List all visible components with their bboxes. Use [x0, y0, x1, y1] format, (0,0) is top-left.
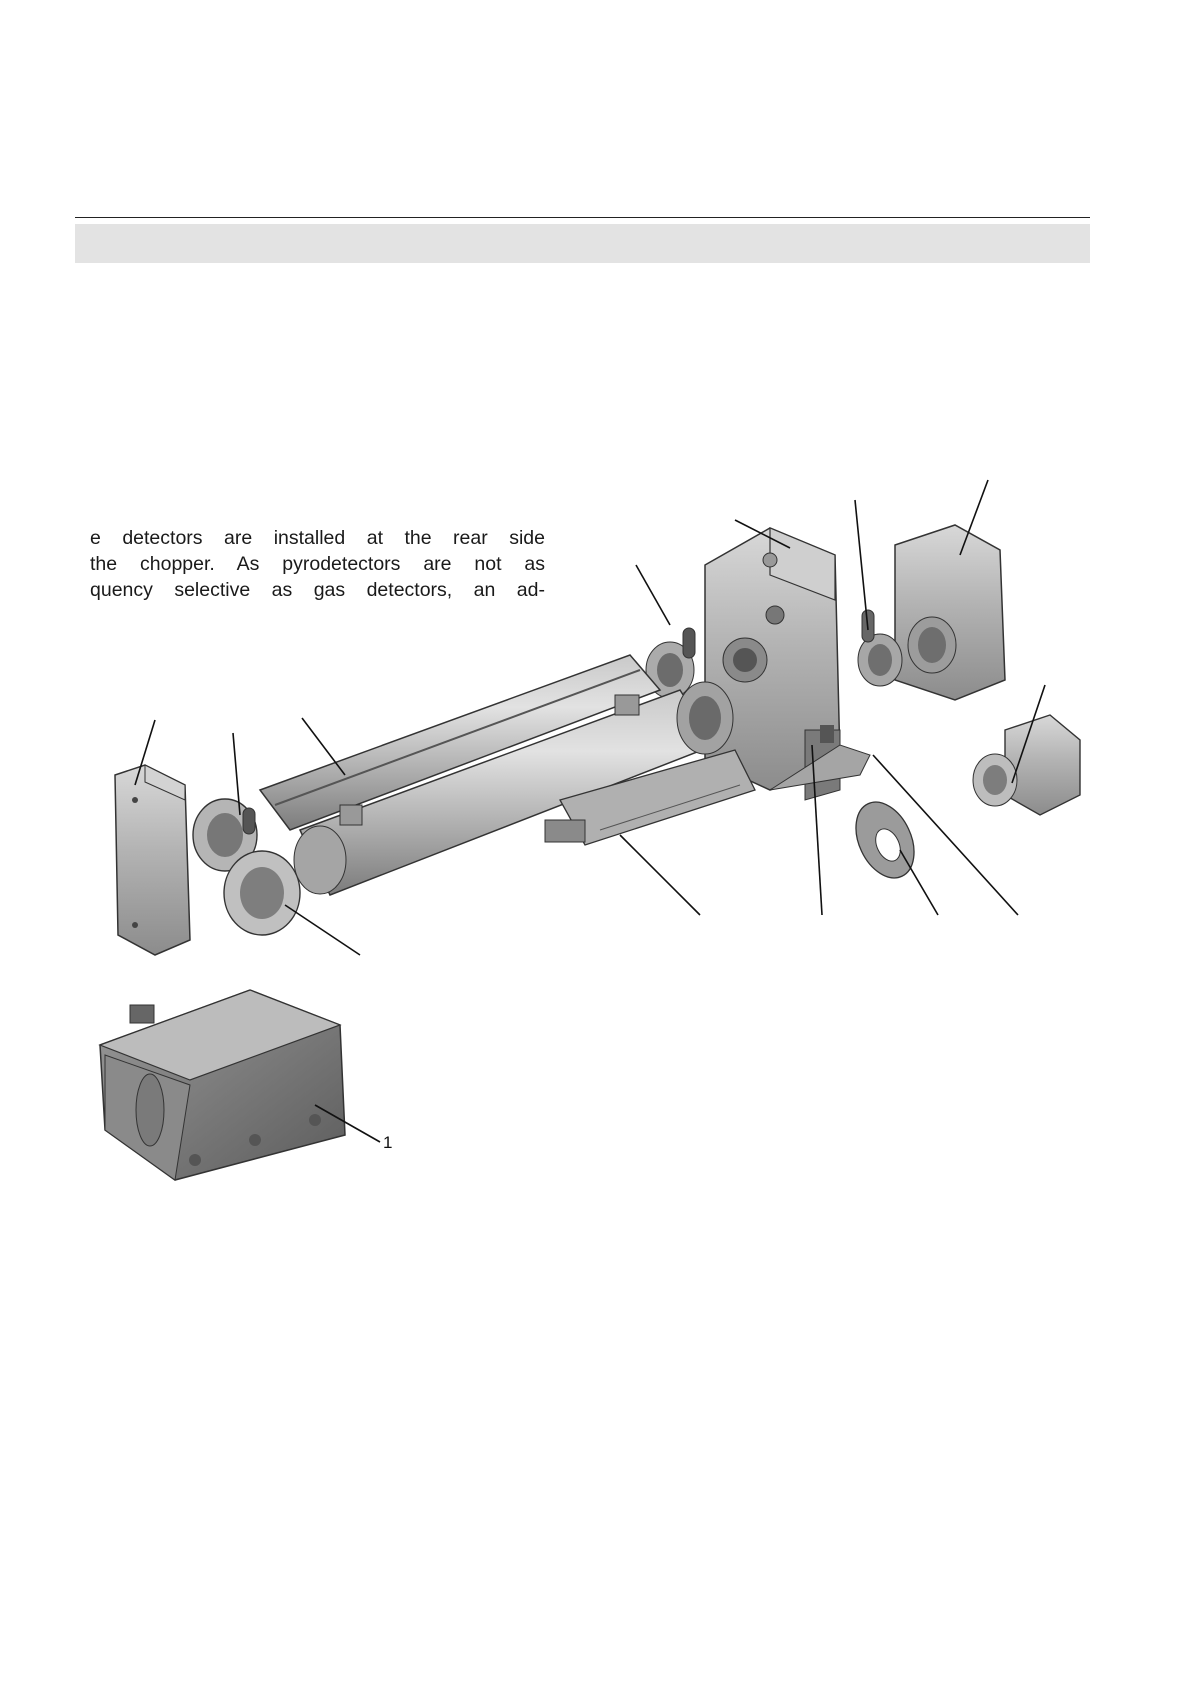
- detector-cover-top: [895, 525, 1005, 700]
- left-detector-flanges: [193, 799, 346, 935]
- callout-number: 1: [383, 1133, 393, 1152]
- left-end-cover: [115, 765, 190, 955]
- paragraph-line: the chopper. As pyrodetectors are not as: [90, 553, 545, 575]
- assembled-analyzer-housing: [100, 990, 345, 1180]
- paragraph-line: quency selective as gas detectors, an ad-: [90, 579, 545, 601]
- chopper-motor: [973, 715, 1080, 815]
- paragraph-line: e detectors are installed at the rear side: [90, 527, 545, 549]
